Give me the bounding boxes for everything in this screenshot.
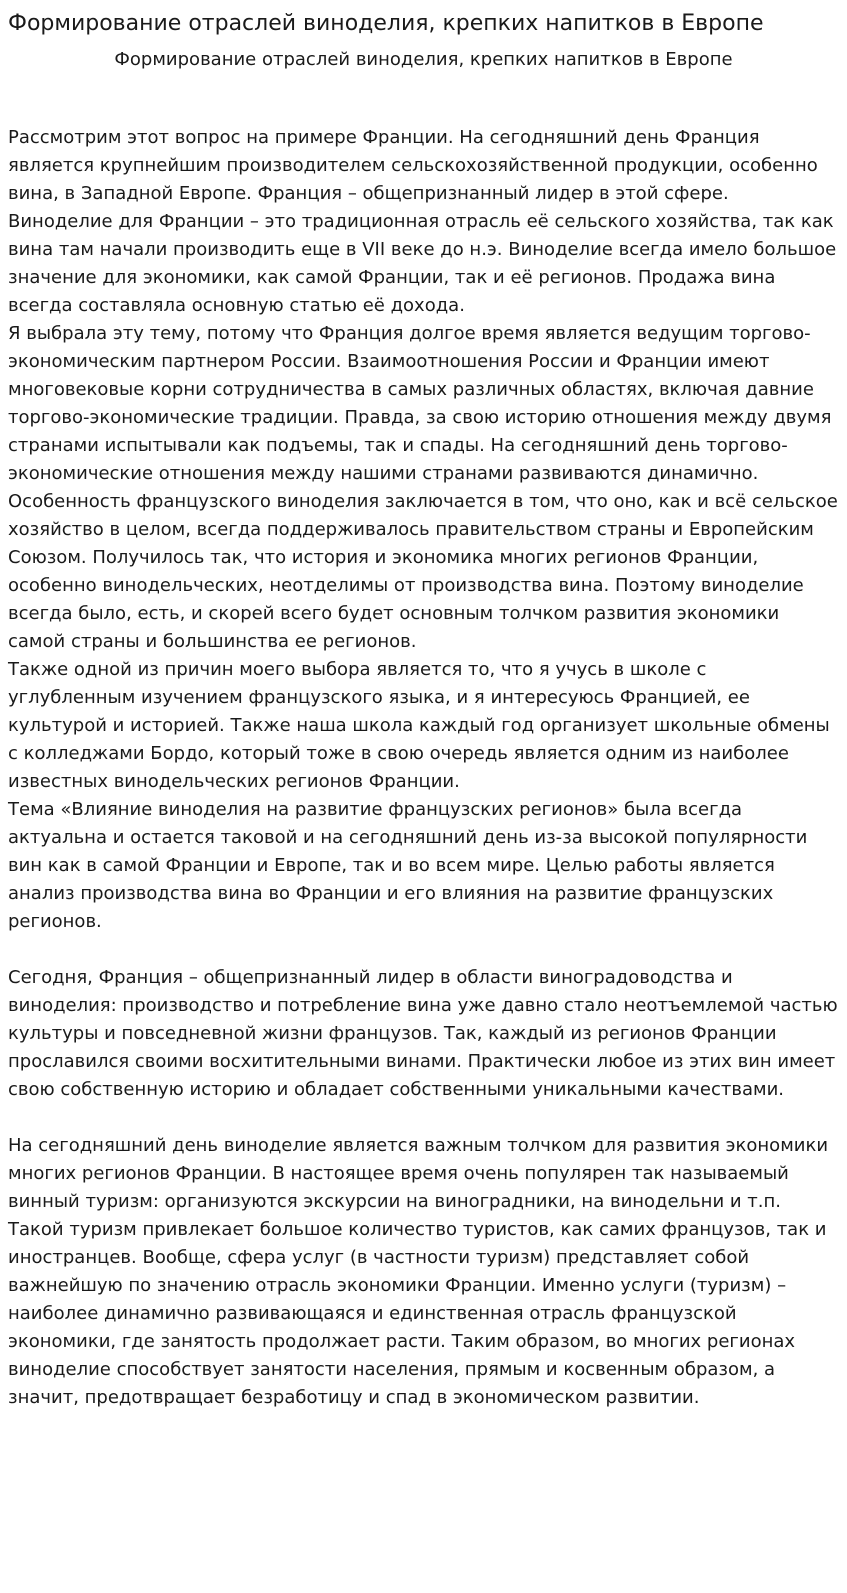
blank-line	[8, 936, 839, 964]
page-subtitle: Формирование отраслей виноделия, крепких напитков в Европе	[114, 49, 733, 70]
paragraph-france-wine-leader: Рассмотрим этот вопрос на примере Франции. На сегодняшний день Франция является крупнейшим производителем сельскохозяйственной продукции, особенно вина, в Западной Европе. Франция – общепризнанный лидер в этой сфере. Виноделие для Франции – это традиционная отрасль её сельского хозяйства, так как вина там начали производить еще в VII веке до н.э. Виноделие всегда имело большое значение для экономики, как самой Франции, так и её регионов. Продажа вина всегда составляла основную статью её дохода.	[8, 127, 837, 316]
blank-line	[8, 1104, 839, 1132]
paragraph-wine-tourism: На сегодняшний день виноделие является важным толчком для развития экономики многих регионов Франции. В настоящее время очень популярен так называемый винный туризм: организуются экскурсии на виноградники, на винодельни и т.п. Такой туризм привлекает большое количество туристов, как самих французов, так и иностранцев. Вообще, сфера услуг (в частности туризм) представляет собой важнейшую по значению отрасль экономики Франции. Именно услуги (туризм) – наиболее динамично развивающаяся и единственная отрасль французской экономики, где занятость продолжает расти. Таким образом, во многих регионах виноделие способствует занятости населения, прямым и косвенным образом, а значит, предотвращает безработицу и спад в экономическом развитии.	[8, 1135, 829, 1408]
paragraph-topic-choice: Я выбрала эту тему, потому что Франция долгое время является ведущим торгово-экономическим партнером России. Взаимоотношения России и Франции имеют многовековые корни сотрудничества в самых различных областях, включая давние торгово-экономические традиции. Правда, за свою историю отношения между двумя странами испытывали как подъемы, так и спады. На сегодняшний день торгово-экономические отношения между нашими странами развиваются динамично.	[8, 323, 832, 484]
paragraph-topic-relevance: Тема «Влияние виноделия на развитие французских регионов» была всегда актуальна и остается таковой и на сегодняшний день из-за высокой популярности вин как в самой Франции и Европе, так и во всем мире. Целью работы является анализ производства вина во Франции и его влияния на развитие французских регионов.	[8, 799, 808, 932]
paragraph-winemaking-feature: Особенность французского виноделия заключается в том, что оно, как и всё сельское хозяйство в целом, всегда поддерживалось правительством страны и Европейским Союзом. Получилось так, что история и экономика многих регионов Франции, особенно винодельческих, неотделимы от производства вина. Поэтому виноделие всегда было, есть, и скорей всего будет основным толчком развития экономики самой страны и большинства ее регионов.	[8, 491, 838, 652]
text-block-intro	[8, 124, 839, 936]
page-title: Формирование отраслей виноделия, крепких напитков в Европе	[8, 11, 764, 36]
article-body	[8, 124, 839, 1412]
paragraph-school-reason: Также одной из причин моего выбора является то, что я учусь в школе с углубленным изучением французского языка, и я интересуюсь Францией, ее культурой и историей. Также наша школа каждый год организует школьные обмены с колледжами Бордо, который тоже в свою очередь является одним из наиболее известных винодельческих регионов Франции.	[8, 659, 830, 792]
paragraph-france-today: Сегодня, Франция – общепризнанный лидер в области виноградоводства и виноделия: производство и потребление вина уже давно стало неотъемлемой частью культуры и повседневной жизни французов. Так, каждый из регионов Франции прославился своими восхитительными винами. Практически любое из этих вин имеет свою собственную историю и обладает собственными уникальными качествами.	[8, 967, 838, 1100]
text-block-today	[8, 964, 839, 1104]
text-block-tourism	[8, 1132, 839, 1412]
document-page	[8, 0, 839, 1412]
